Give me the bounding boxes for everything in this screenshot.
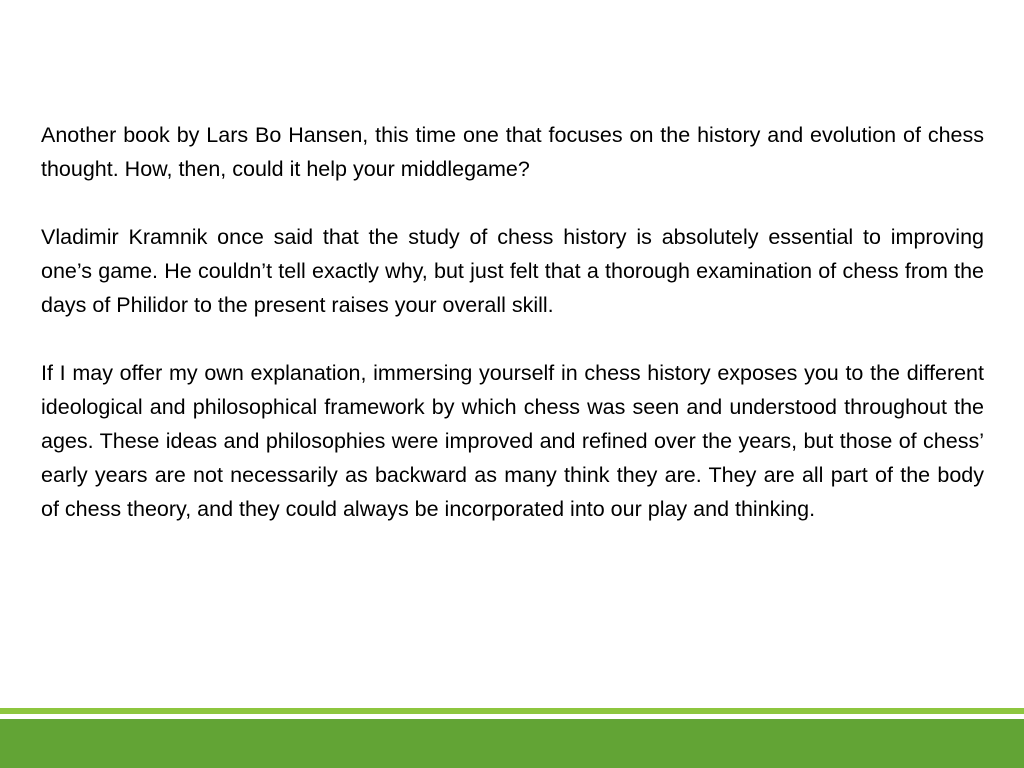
paragraph-intro: Another book by Lars Bo Hansen, this time one that focuses on the history and evolution of chess thought. How, then, could it help your middlegame? [41,123,984,181]
footer-accent-line [0,708,1024,714]
footer-accent-bar [0,719,1024,768]
slide-body [41,118,984,526]
paragraph-explanation: If I may offer my own explanation, immersing yourself in chess history exposes you to the different ideological and philosophical framework by which chess was seen and understood throughout the ages. These ideas and philosophies were improved and refined over the years, but those of chess’ early years are not necessarily as backward as many think they are. They are all part of the body of chess theory, and they could always be incorporated into our play and thinking. [41,361,984,521]
footer-band [0,708,1024,768]
paragraph-kramnik-quote: Vladimir Kramnik once said that the study of chess history is absolutely essential to improving one’s game. He couldn’t tell exactly why, but just felt that a thorough examination of chess from the days of Philidor to the present raises your overall skill. [41,225,984,317]
